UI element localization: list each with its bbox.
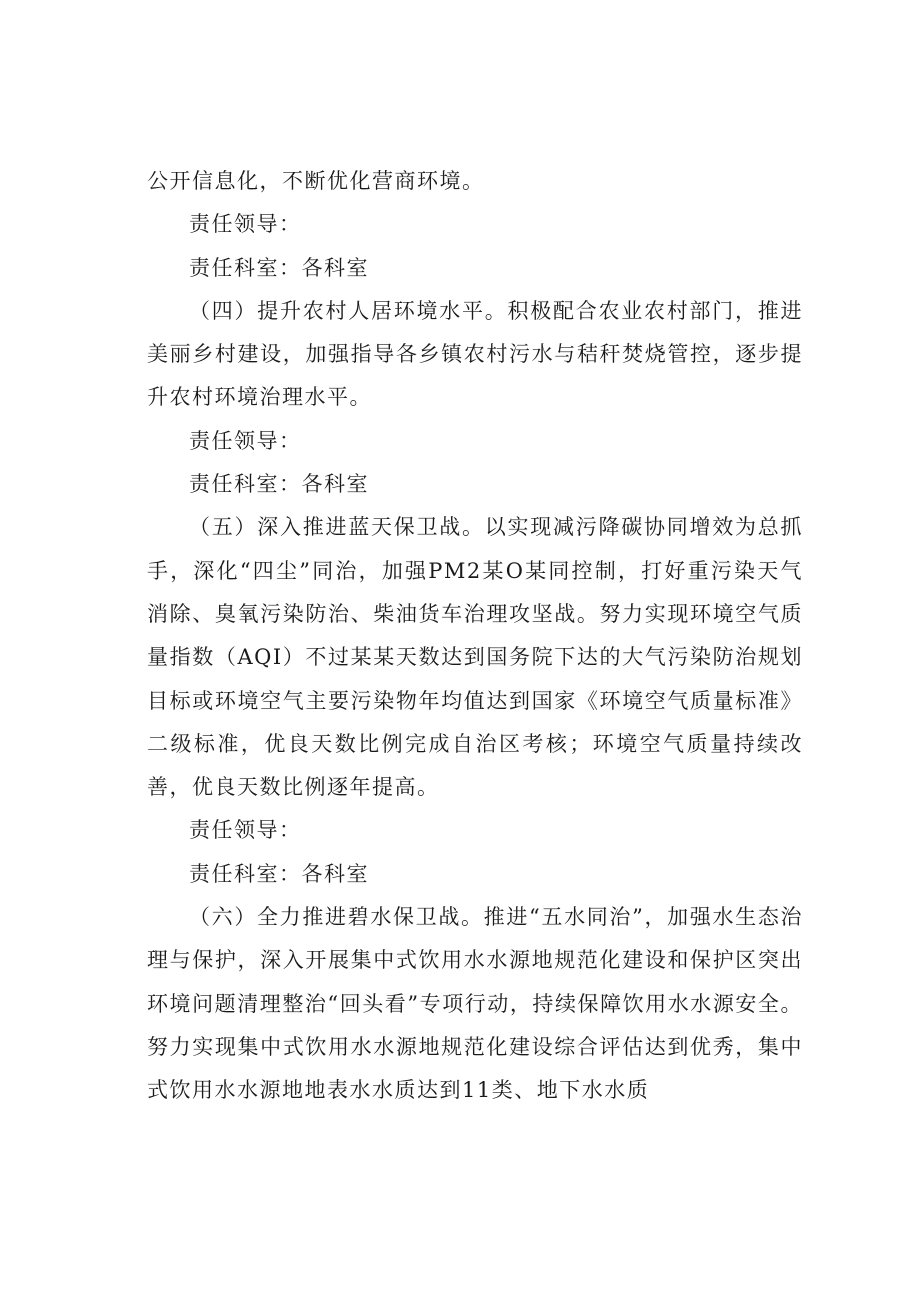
paragraph-rural-environment: （四）提升农村人居环境水平。积极配合农业农村部门，推进美丽乡村建设，加强指导各乡镇农村污水与秸秆焚烧管控，逐步提升农村环境治理水平。: [147, 298, 803, 410]
paragraph-intro-continuation: 公开信息化，不断优化营商环境。: [147, 169, 485, 193]
responsible-department-line: 责任科室：各科室: [189, 861, 369, 886]
responsible-department-line: 责任科室：各科室: [189, 472, 369, 497]
responsible-department-line: 责任科室：各科室: [189, 255, 369, 280]
responsible-leader-line: 责任领导：: [189, 428, 302, 453]
paragraph-clear-water: （六）全力推进碧水保卫战。推进“五水同治”，加强水生态治理与保护，深入开展集中式饮用水水源地规范化建设和保护区突出环境问题清理整治“回头看”专项行动，持续保障饮用水水源安全。努力实现集中式饮用水水源地规范化建设综合评估达到优秀，集中式饮用水水源地地表水水质达到11类、地下水水质: [147, 905, 803, 1103]
paragraph-blue-sky: （五）深入推进蓝天保卫战。以实现减污降碳协同增效为总抓手，深化“四尘”同治，加强PM2某O某同控制，打好重污染天气消除、臭氧污染防治、柴油货车治理攻坚战。努力实现环境空气质量指数（AQI）不过某某天数达到国务院下达的大气污染防治规划目标或环境空气主要污染物年均值达到国家《环境空气质量标准》二级标准，优良天数比例完成自治区考核；环境空气质量持续改善，优良天数比例逐年提高。: [147, 515, 803, 800]
responsible-leader-line: 责任领导：: [189, 212, 302, 237]
responsible-leader-line: 责任领导：: [189, 818, 302, 843]
document-body: [147, 160, 803, 1113]
